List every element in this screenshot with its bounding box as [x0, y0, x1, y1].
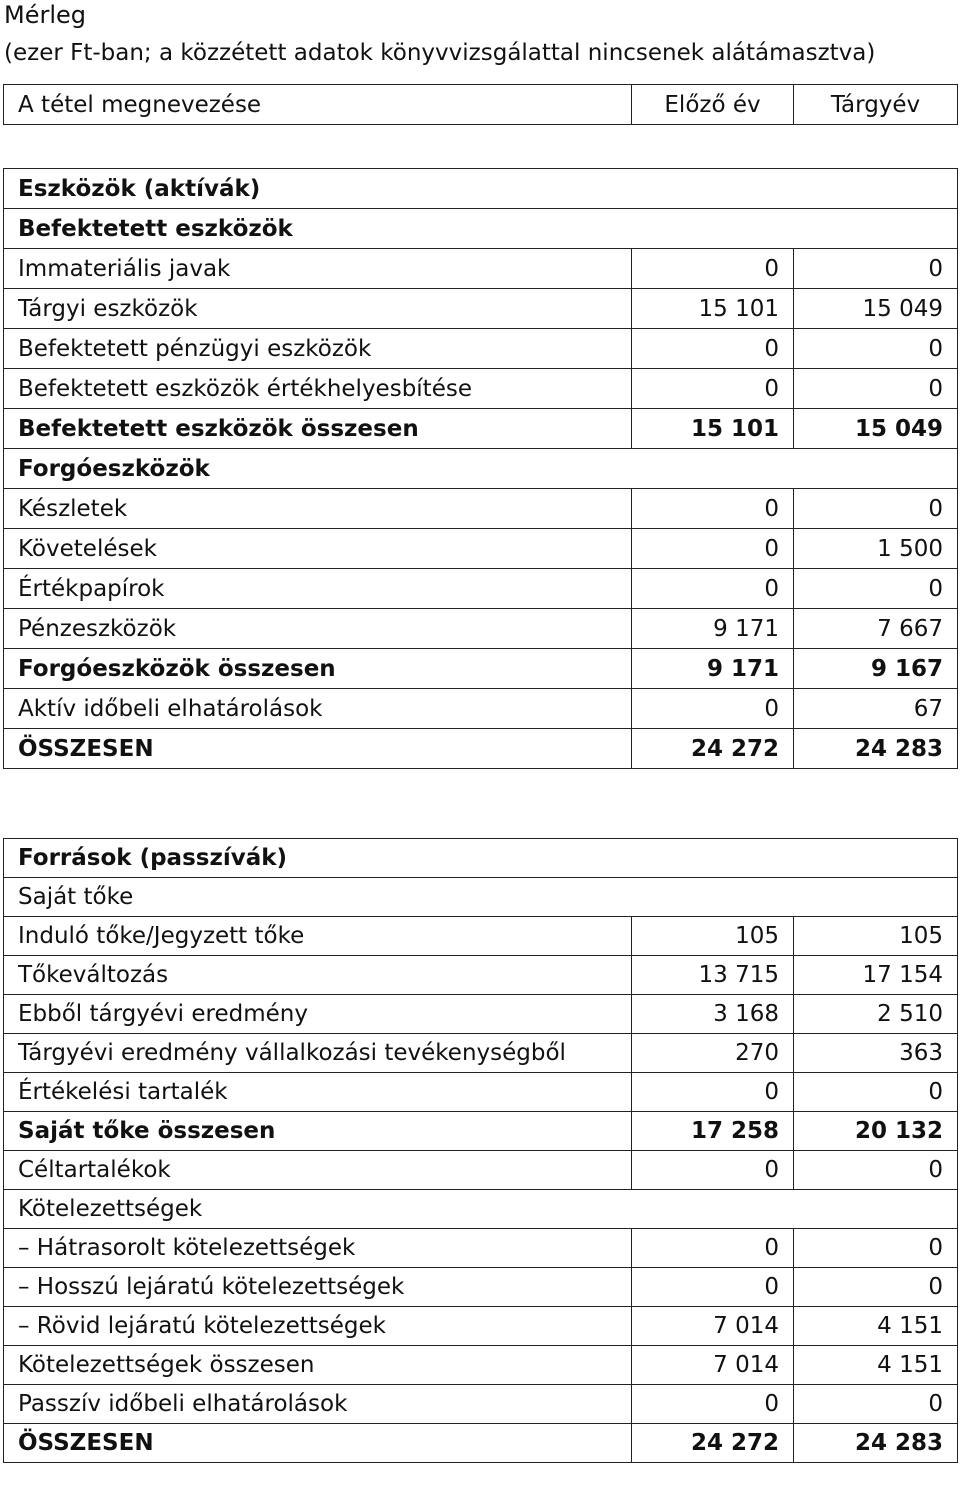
page-subtitle: (ezer Ft-ban; a közzétett adatok könyvvizsgálattal nincsenek alátámasztva): [4, 40, 876, 66]
current-year-value: 24 283: [794, 729, 958, 769]
current-year-value: 363: [794, 1034, 958, 1073]
prev-year-value: 9 171: [632, 609, 794, 649]
current-year-value: 0: [794, 249, 958, 289]
page-title: Mérleg: [4, 1, 87, 29]
prev-year-value: 15 101: [632, 289, 794, 329]
prev-year-value: 270: [632, 1034, 794, 1073]
section-row: [4, 169, 958, 209]
table-row: [4, 1307, 958, 1346]
table-row: [4, 1268, 958, 1307]
row-label: Passzív időbeli elhatárolások: [4, 1385, 632, 1424]
row-label: Befektetett eszközök: [4, 209, 632, 249]
current-year-value: 9 167: [794, 649, 958, 689]
current-year-value: 0: [794, 1073, 958, 1112]
current-year-value: 15 049: [794, 409, 958, 449]
prev-year-value: 0: [632, 1268, 794, 1307]
section-row: [4, 449, 958, 489]
row-label: Tárgyévi eredmény vállalkozási tevékenységből: [4, 1034, 632, 1073]
current-year-value: 4 151: [794, 1346, 958, 1385]
row-label: – Hátrasorolt kötelezettségek: [4, 1229, 632, 1268]
current-year-value: 2 510: [794, 995, 958, 1034]
row-label: Induló tőke/Jegyzett tőke: [4, 917, 632, 956]
row-label: Tárgyi eszközök: [4, 289, 632, 329]
empty-cell: [632, 1190, 958, 1229]
prev-year-value: 0: [632, 529, 794, 569]
prev-year-value: 24 272: [632, 729, 794, 769]
prev-year-value: 0: [632, 689, 794, 729]
prev-year-value: 0: [632, 249, 794, 289]
prev-year-value: 15 101: [632, 409, 794, 449]
row-label: – Rövid lejáratú kötelezettségek: [4, 1307, 632, 1346]
prev-year-value: 17 258: [632, 1112, 794, 1151]
empty-cell: [632, 839, 958, 878]
current-year-value: 0: [794, 1268, 958, 1307]
header-row: [4, 85, 958, 125]
row-label: Forgóeszközök: [4, 449, 632, 489]
current-year-value: 0: [794, 569, 958, 609]
current-year-value: 0: [794, 1229, 958, 1268]
prev-year-value: 9 171: [632, 649, 794, 689]
header-current-year: Tárgyév: [794, 85, 958, 125]
row-label: ÖSSZESEN: [4, 729, 632, 769]
prev-year-value: 0: [632, 1073, 794, 1112]
table-row: [4, 1073, 958, 1112]
current-year-value: 0: [794, 369, 958, 409]
prev-year-value: 0: [632, 329, 794, 369]
table-row: [4, 956, 958, 995]
table-row: [4, 649, 958, 689]
row-label: Eszközök (aktívák): [4, 169, 632, 209]
header-table: [3, 84, 958, 125]
prev-year-value: 3 168: [632, 995, 794, 1034]
prev-year-value: 24 272: [632, 1424, 794, 1463]
prev-year-value: 0: [632, 369, 794, 409]
row-label: Készletek: [4, 489, 632, 529]
row-label: Pénzeszközök: [4, 609, 632, 649]
row-label: Befektetett pénzügyi eszközök: [4, 329, 632, 369]
current-year-value: 0: [794, 489, 958, 529]
row-label: Immateriális javak: [4, 249, 632, 289]
current-year-value: 1 500: [794, 529, 958, 569]
row-label: Forgóeszközök összesen: [4, 649, 632, 689]
prev-year-value: 0: [632, 1385, 794, 1424]
header-prev-year: Előző év: [632, 85, 794, 125]
current-year-value: 105: [794, 917, 958, 956]
table-row: [4, 1112, 958, 1151]
row-label: Céltartalékok: [4, 1151, 632, 1190]
section-row: [4, 209, 958, 249]
table-row: [4, 489, 958, 529]
table-row: [4, 689, 958, 729]
empty-cell: [632, 878, 958, 917]
prev-year-value: 105: [632, 917, 794, 956]
assets-table: [3, 168, 958, 769]
table-row: [4, 1034, 958, 1073]
row-label: Értékelési tartalék: [4, 1073, 632, 1112]
table-row: [4, 995, 958, 1034]
row-label: Tőkeváltozás: [4, 956, 632, 995]
row-label: Követelések: [4, 529, 632, 569]
current-year-value: 0: [794, 1385, 958, 1424]
current-year-value: 17 154: [794, 956, 958, 995]
row-label: Kötelezettségek: [4, 1190, 632, 1229]
header-item-name: A tétel megnevezése: [4, 85, 632, 125]
row-label: Befektetett eszközök összesen: [4, 409, 632, 449]
current-year-value: 0: [794, 1151, 958, 1190]
row-label: Aktív időbeli elhatárolások: [4, 689, 632, 729]
table-row: [4, 729, 958, 769]
table-row: [4, 249, 958, 289]
row-label: Értékpapírok: [4, 569, 632, 609]
current-year-value: 67: [794, 689, 958, 729]
table-row: [4, 1151, 958, 1190]
current-year-value: 24 283: [794, 1424, 958, 1463]
prev-year-value: 0: [632, 569, 794, 609]
table-row: [4, 609, 958, 649]
row-label: Kötelezettségek összesen: [4, 1346, 632, 1385]
table-row: [4, 1229, 958, 1268]
row-label: Saját tőke összesen: [4, 1112, 632, 1151]
row-label: Saját tőke: [4, 878, 632, 917]
section-row: [4, 878, 958, 917]
empty-cell: [632, 169, 958, 209]
prev-year-value: 0: [632, 489, 794, 529]
section-row: [4, 1190, 958, 1229]
prev-year-value: 7 014: [632, 1346, 794, 1385]
table-row: [4, 329, 958, 369]
table-row: [4, 289, 958, 329]
table-row: [4, 1385, 958, 1424]
row-label: ÖSSZESEN: [4, 1424, 632, 1463]
current-year-value: 20 132: [794, 1112, 958, 1151]
table-row: [4, 1424, 958, 1463]
current-year-value: 15 049: [794, 289, 958, 329]
table-row: [4, 1346, 958, 1385]
empty-cell: [632, 449, 958, 489]
prev-year-value: 7 014: [632, 1307, 794, 1346]
prev-year-value: 13 715: [632, 956, 794, 995]
row-label: Befektetett eszközök értékhelyesbítése: [4, 369, 632, 409]
table-row: [4, 917, 958, 956]
prev-year-value: 0: [632, 1151, 794, 1190]
liabilities-table: [3, 838, 958, 1463]
current-year-value: 0: [794, 329, 958, 369]
current-year-value: 7 667: [794, 609, 958, 649]
row-label: – Hosszú lejáratú kötelezettségek: [4, 1268, 632, 1307]
table-row: [4, 369, 958, 409]
table-row: [4, 409, 958, 449]
table-row: [4, 569, 958, 609]
row-label: Források (passzívák): [4, 839, 632, 878]
prev-year-value: 0: [632, 1229, 794, 1268]
empty-cell: [632, 209, 958, 249]
section-row: [4, 839, 958, 878]
current-year-value: 4 151: [794, 1307, 958, 1346]
table-row: [4, 529, 958, 569]
row-label: Ebből tárgyévi eredmény: [4, 995, 632, 1034]
